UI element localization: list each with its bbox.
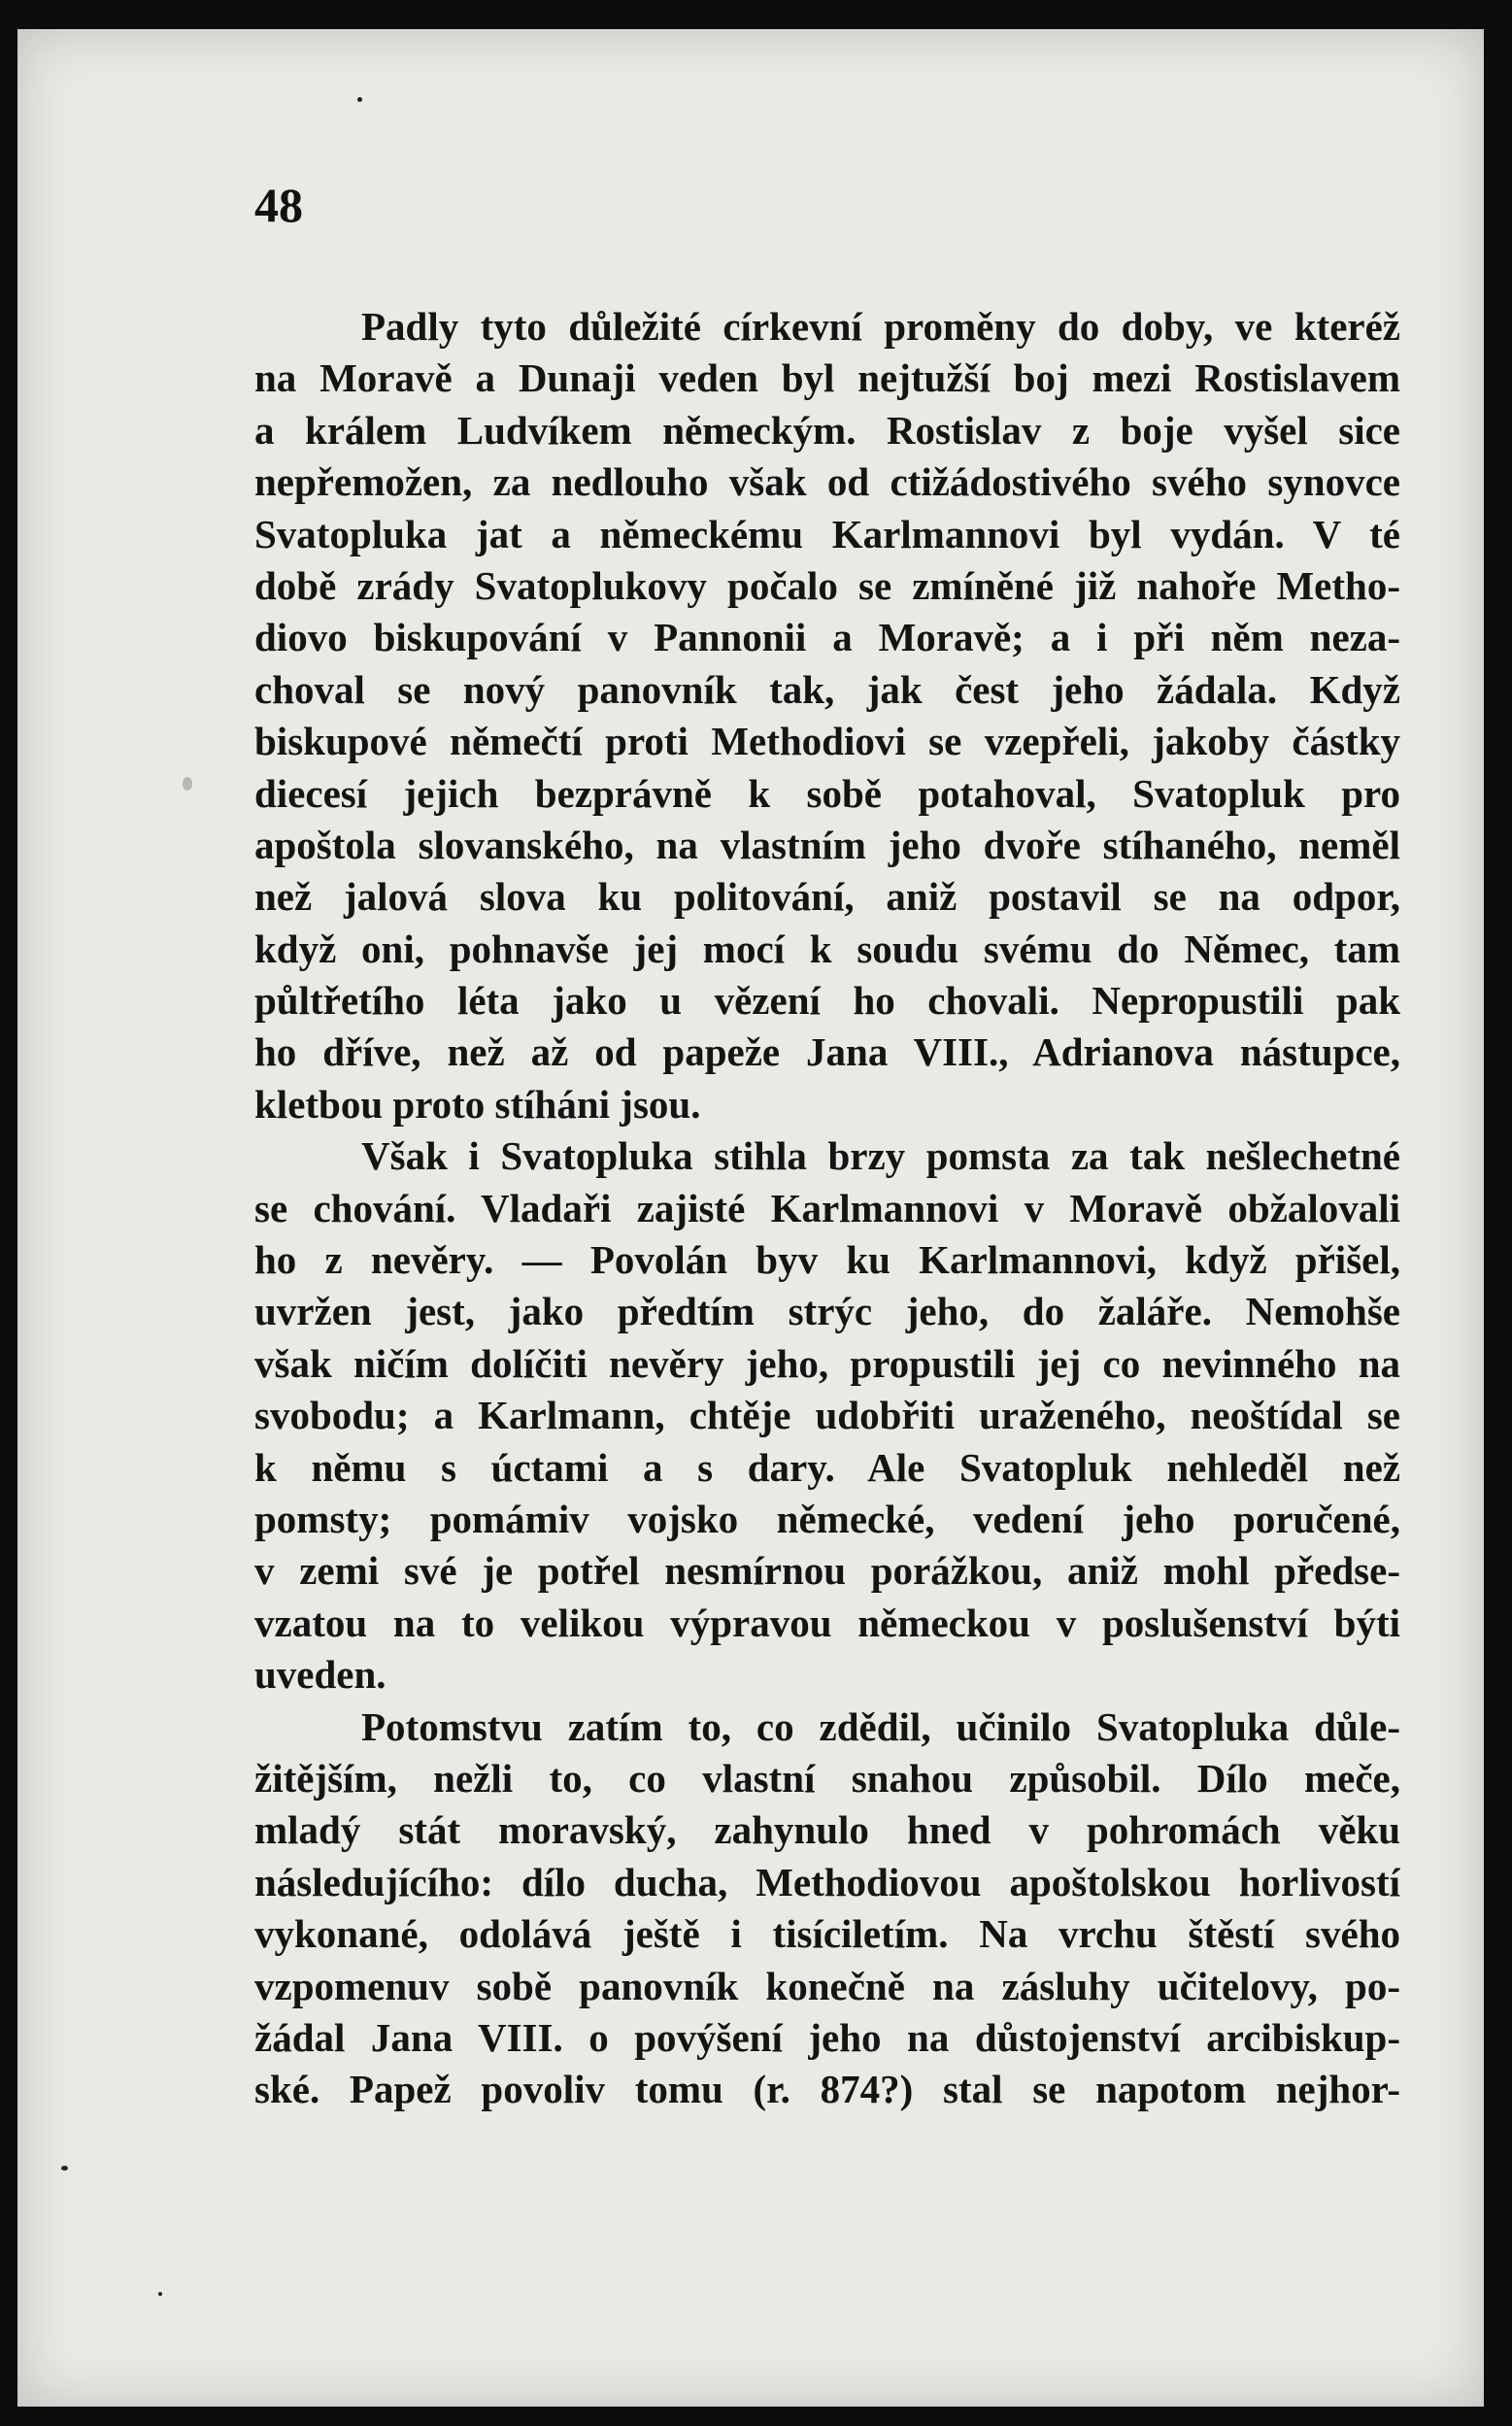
text-line: svobodu; a Karlmann, chtěje udobřiti uraženého, neoštídal se [254, 1393, 1400, 1438]
text-line: uvržen jest, jako předtím strýc jeho, do žaláře. Nemohše [254, 1289, 1400, 1334]
ink-speck [158, 2292, 162, 2296]
text-line: choval se nový panovník tak, jak čest jeho žádala. Když [254, 666, 1400, 712]
body-text [254, 301, 1400, 2116]
text-line: ské. Papež povoliv tomu (r. 874?) stal se napotom nejhor- [254, 2067, 1400, 2112]
ink-speck [357, 97, 362, 102]
text-line: žádal Jana VIII. o povýšení jeho na důstojenství arcibiskup- [254, 2014, 1400, 2060]
text-line: na Moravě a Dunaji veden byl nejtužší boj mezi Rostislavem [254, 355, 1400, 401]
ink-speck [183, 777, 192, 791]
paragraph-1 [254, 301, 1400, 1130]
text-line: Potomstvu zatím to, co zdědil, učinilo Svatopluka důle- [361, 1703, 1400, 1749]
text-line: kletbou proto stíháni jsou. [254, 1081, 701, 1127]
text-line: vzpomenuv sobě panovník konečně na zásluhy učitelovy, po- [254, 1963, 1400, 2008]
text-line: ho z nevěry. — Povolán byv ku Karlmannovi, když přišel, [254, 1237, 1400, 1283]
text-line: době zrády Svatoplukovy počalo se zmíněné již nahoře Metho- [254, 562, 1400, 608]
text-line: k němu s úctami a s dary. Ale Svatopluk nehleděl než [254, 1444, 1400, 1490]
text-line: Svatopluka jat a německému Karlmannovi byl vydán. V té [254, 511, 1400, 556]
text-line: v zemi své je potřel nesmírnou porážkou, aniž mohl předse- [254, 1548, 1400, 1594]
text-line: vykonané, odolává ještě i tisíciletím. Na vrchu štěstí svého [254, 1911, 1400, 1957]
text-line: když oni, pohnavše jej mocí k soudu svému do Němec, tam [254, 926, 1400, 971]
text-line: apoštola slovanského, na vlastním jeho dvoře stíhaného, neměl [254, 822, 1400, 867]
text-line: však ničím dolíčiti nevěry jeho, propustili jej co nevinného na [254, 1340, 1400, 1386]
page-number: 48 [254, 178, 303, 232]
book-page [17, 29, 1484, 2407]
text-line: ho dříve, než až od papeže Jana VIII., Adrianova nástupce, [254, 1029, 1400, 1075]
paragraph-3 [254, 1702, 1400, 2116]
text-line: Padly tyto důležité církevní proměny do doby, ve kteréž [361, 304, 1400, 349]
text-line: uveden. [254, 1652, 386, 1698]
text-line: diecesí jejich bezprávně k sobě potahoval, Svatopluk pro [254, 770, 1400, 816]
text-line: žitějším, nežli to, co vlastní snahou způsobil. Dílo meče, [254, 1755, 1400, 1801]
text-line: půltřetího léta jako u vězení ho chovali. Nepropustili pak [254, 978, 1400, 1024]
text-line: Však i Svatopluka stihla brzy pomsta za tak nešlechetné [361, 1133, 1400, 1179]
paragraph-2 [254, 1130, 1400, 1701]
text-line: diovo biskupování v Pannonii a Moravě; a i při něm neza- [254, 615, 1400, 660]
text-line: následujícího: dílo ducha, Methodiovou apoštolskou horlivostí [254, 1859, 1400, 1904]
text-line: vzatou na to velikou výpravou německou v poslušenství býti [254, 1600, 1400, 1645]
text-line: než jalová slova ku politování, aniž postavil se na odpor, [254, 874, 1400, 920]
text-line: pomsty; pomámiv vojsko německé, vedení jeho poručené, [254, 1496, 1400, 1541]
text-line: biskupové němečtí proti Methodiovi se vzepřeli, jakoby částky [254, 719, 1400, 764]
text-line: a králem Ludvíkem německým. Rostislav z boje vyšel sice [254, 407, 1400, 453]
text-line: mladý stát moravský, zahynulo hned v pohromách věku [254, 1807, 1400, 1853]
text-line: se chování. Vladaři zajisté Karlmannovi v Moravě obžalovali [254, 1185, 1400, 1230]
ink-speck [61, 2166, 68, 2171]
text-line: nepřemožen, za nedlouho však od ctižádostivého svého synovce [254, 459, 1400, 505]
